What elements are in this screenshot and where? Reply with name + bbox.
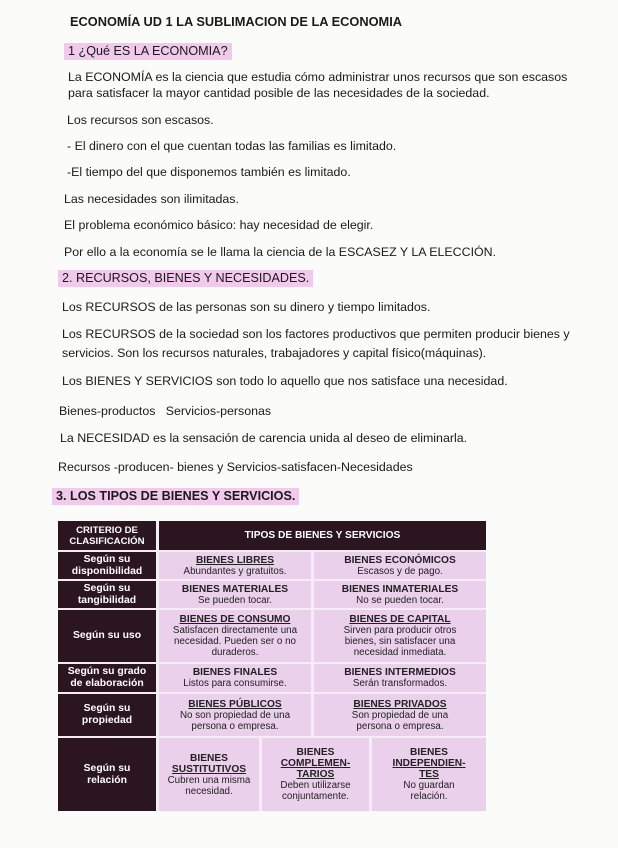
cell-consumer-goods [159,610,311,662]
goods-description: Abundantes y gratuitos. [183,565,287,577]
paragraph-11: Bienes-productos Servicios-personas [59,404,272,418]
goods-description: Sirven para producir otros [343,625,457,636]
cell-private-goods [314,694,486,736]
goods-name: BIENES [410,747,448,758]
paragraph-2: Los recursos son escasos. [67,113,214,127]
criterion-tangibility [58,581,156,608]
goods-name: BIENES MATERIALES [181,583,289,595]
goods-description: persona o empresa. [356,720,444,732]
criterion-use [58,610,156,662]
goods-name: BIENES PRIVADOS [353,698,447,710]
criteria-header [58,521,156,550]
goods-description: Listos para consumirse. [183,678,287,689]
goods-name: COMPLEMEN- [280,758,351,769]
section-2-heading: 2. RECURSOS, BIENES Y NECESIDADES. [58,271,313,286]
goods-name: BIENES LIBRES [195,554,275,566]
paragraph-10: Los BIENES Y SERVICIOS son todo lo aquello que nos satisface una necesidad. [62,374,508,388]
criteria-header-line-2: CLASIFICACIÓN [69,535,145,547]
goods-description: Escasos y de pago. [357,565,443,577]
criterion-ownership [58,694,156,736]
types-header: TIPOS DE BIENES Y SERVICIOS [159,521,486,550]
criterion-label: Según su grado [67,666,147,677]
goods-description: bienes, sin satisfacer una [344,636,456,647]
paragraph-13: Recursos -producen- bienes y Servicios-satisfacen-Necesidades [58,460,413,474]
goods-name: BIENES ECONÓMICOS [344,554,456,566]
goods-description: Serán transformados. [352,678,448,689]
paragraph-9a: Los RECURSOS de la sociedad son los factores productivos que permiten producir bienes y [62,327,570,341]
goods-description: Satisfacen directamente una [172,625,298,636]
criterion-label: Según su [83,762,131,774]
goods-name: BIENES FINALES [192,667,278,678]
goods-name: BIENES INTERMEDIOS [344,667,456,678]
section-1-heading: 1 ¿Qué ES LA ECONOMIA? [64,44,232,59]
goods-name: TES [419,769,439,780]
paragraph-6: El problema económico básico: hay necesidad de elegir. [64,218,374,232]
goods-description: duraderos. [211,647,259,658]
criterion-label: Según su uso [72,630,142,641]
goods-description: No se pueden tocar. [356,594,444,606]
goods-description: necesidad. [185,785,233,797]
criterion-label: de elaboración [70,678,144,689]
goods-description: Deben utilizarse [280,780,351,791]
cell-economic-goods [314,552,486,579]
goods-name: BIENES PÚBLICOS [188,698,282,710]
cell-intermediate-goods [314,664,486,692]
paragraph-4: -El tiempo del que disponemos también es limitado. [67,165,351,179]
paragraph-7: Por ello a la economía se le llama la ciencia de la ESCASEZ Y LA ELECCIÓN. [64,245,497,259]
criterion-label: relación [87,774,127,786]
criterion-label: Según su [83,582,131,594]
goods-types-table [58,521,486,811]
cell-free-goods [159,552,311,579]
goods-description: relación. [410,791,448,802]
section-3-heading: 3. LOS TIPOS DE BIENES Y SERVICIOS. [52,489,299,504]
goods-description: Son propiedad de una [351,709,449,721]
paragraph-12: La NECESIDAD es la sensación de carencia unida al deseo de eliminarla. [60,431,468,445]
goods-description: necesidad. Pueden ser o no [173,636,296,647]
document-title: ECONOMÍA UD 1 LA SUBLIMACION DE LA ECONOMIA [70,14,403,29]
criteria-header-line-1: CRITERIO DE [76,524,138,536]
paragraph-3: - El dinero con el que cuentan todas las familias es limitado. [67,139,397,153]
cell-material-goods [159,581,311,608]
cell-complementary-goods [262,738,369,811]
cell-public-goods [159,694,311,736]
criterion-relation [58,738,156,811]
goods-name: INDEPENDIEN- [392,758,466,769]
cell-final-goods [159,664,311,692]
goods-description: Se pueden tocar. [197,594,273,606]
cell-independent-goods [372,738,486,811]
criterion-label: Según su [83,553,131,565]
goods-description: persona o empresa. [191,720,279,732]
paragraph-5: Las necesidades son ilimitadas. [64,192,239,206]
goods-description: conjuntamente. [282,791,349,802]
goods-description: No son propiedad de una [179,709,291,721]
goods-description: Cubren una misma [167,774,251,786]
goods-name: SUSTITUTIVOS [171,763,247,775]
criterion-availability [58,552,156,579]
criterion-label: disponibilidad [71,565,143,577]
goods-name: BIENES [296,747,335,758]
cell-capital-goods [314,610,486,662]
goods-description: necesidad inmediata. [353,647,447,658]
criterion-label: Según su [83,703,131,714]
goods-name: BIENES INMATERIALES [341,583,459,595]
paragraph-1a: La ECONOMÍA es la ciencia que estudia cómo administrar unos recursos que son escasos [68,70,568,84]
goods-name: BIENES [190,752,228,764]
criterion-label: propiedad [81,715,133,726]
criterion-elaboration [58,664,156,692]
criterion-label: tangibilidad [77,594,137,606]
goods-description: No guardan [403,780,455,791]
cell-immaterial-goods [314,581,486,608]
goods-name: BIENES DE CONSUMO [179,614,291,625]
goods-name: BIENES DE CAPITAL [349,614,451,625]
cell-substitute-goods [159,738,259,811]
paragraph-8: Los RECURSOS de las personas son su dinero y tiempo limitados. [62,300,431,314]
paragraph-9b: servicios. Son los recursos naturales, trabajadores y capital físico(máquinas). [62,346,487,360]
goods-name: TARIOS [296,769,335,780]
paragraph-1b: para satisfacer la mayor cantidad posible de las necesidades de la sociedad. [68,86,490,100]
